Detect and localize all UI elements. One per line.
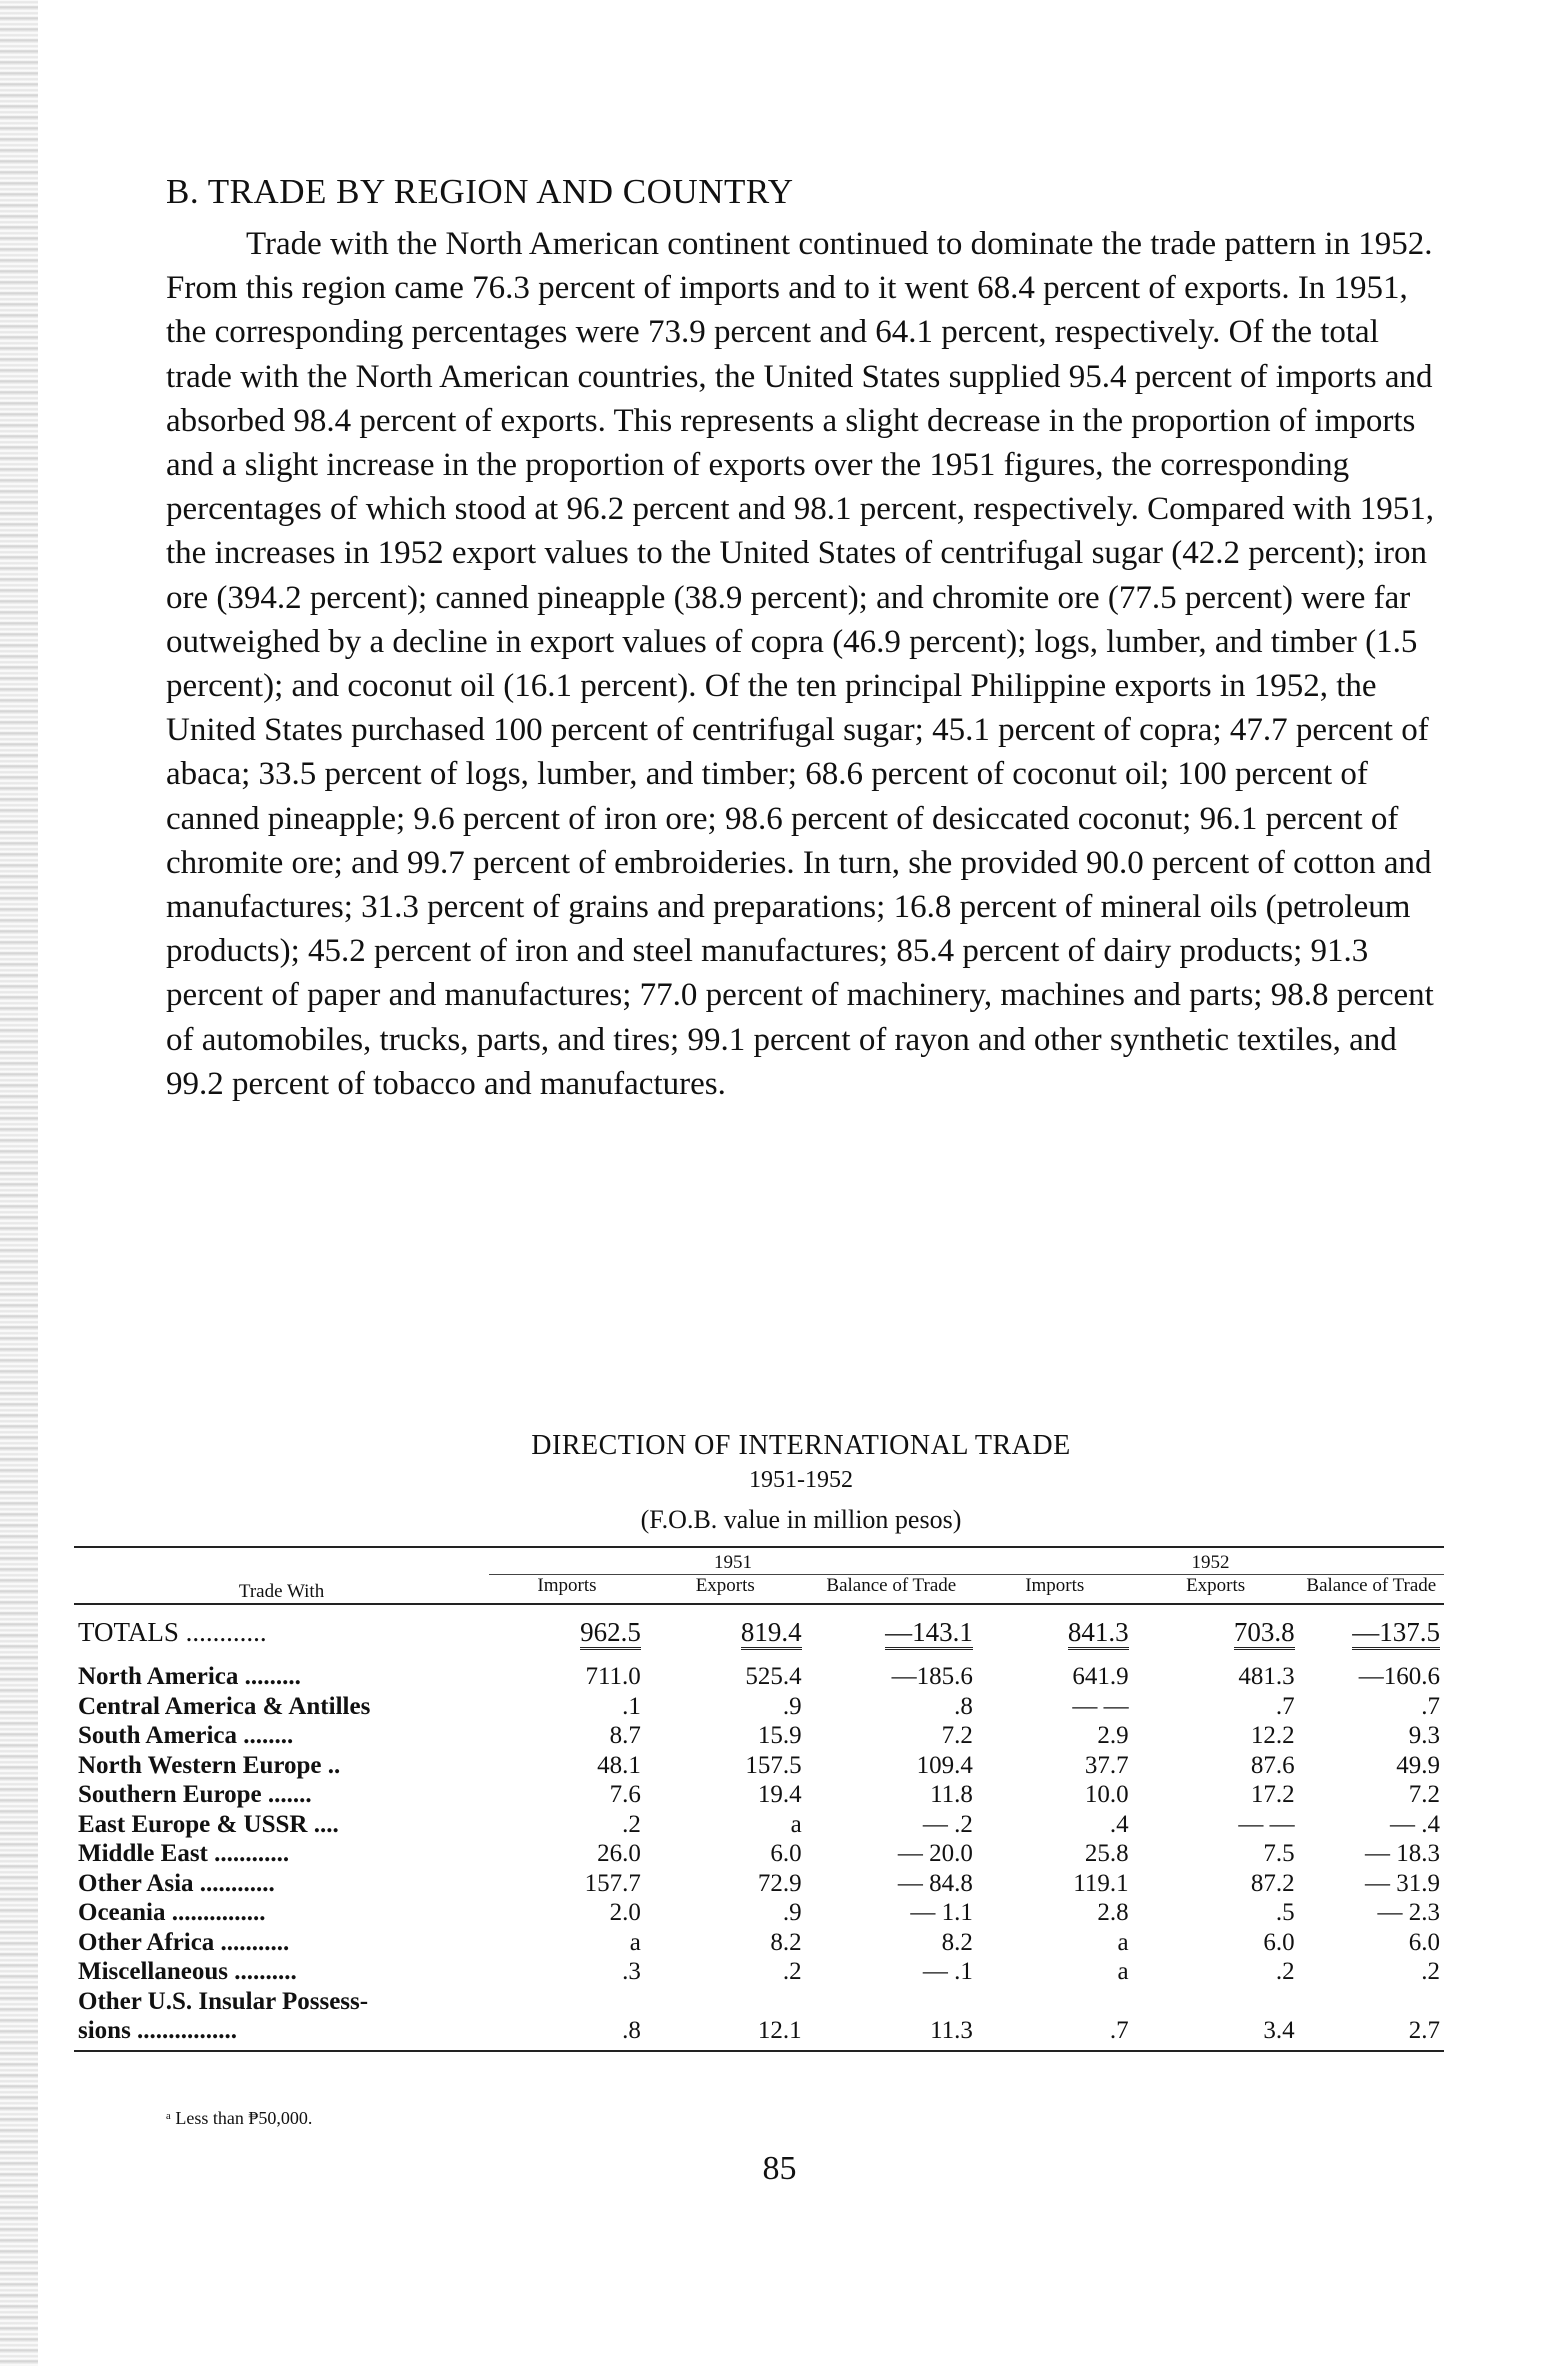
balance-1952-header: Balance of Trade [1306, 1575, 1437, 1596]
table-row [74, 1780, 1444, 1810]
table-row [74, 1928, 1444, 1958]
totals-label: TOTALS ............ [78, 1617, 267, 1647]
region-label: Central America & Antilles [78, 1692, 371, 1720]
imports-1951: a [629, 1928, 641, 1956]
balance-1951: 11.3 [806, 2016, 977, 2051]
region-label: Southern Europe ....... [78, 1781, 312, 1808]
exports-1952: 3.4 [1133, 2016, 1299, 2051]
imports-1952: 10.0 [1084, 1781, 1129, 1808]
exports-1952: 17.2 [1250, 1781, 1295, 1808]
region-label: South America ........ [78, 1722, 294, 1749]
table-title: DIRECTION OF INTERNATIONAL TRADE [531, 1430, 1071, 1461]
exports-1952: 87.6 [1250, 1751, 1295, 1779]
balance-1951-header: Balance of Trade [826, 1575, 957, 1596]
imports-1952-header: Imports [1025, 1575, 1085, 1596]
totals-balance-1952: —137.5 [1352, 1617, 1440, 1650]
imports-1952: 2.8 [1097, 1899, 1129, 1926]
imports-1951: 2.0 [609, 1899, 641, 1926]
totals-exports-1951: 819.4 [741, 1617, 802, 1650]
balance-1951: 11.8 [930, 1781, 973, 1808]
table-row [74, 1957, 1444, 1987]
exports-1952: .7 [1275, 1692, 1295, 1720]
imports-1951: 26.0 [597, 1840, 641, 1867]
imports-1952: .4 [1109, 1810, 1129, 1838]
balance-1951: — .1 [922, 1958, 973, 1985]
body-text [166, 222, 1436, 1106]
exports-1952: .2 [1275, 1958, 1295, 1985]
imports-1951: 711.0 [585, 1663, 641, 1690]
balance-1952: — .4 [1390, 1810, 1440, 1838]
balance-1951: .8 [954, 1692, 973, 1720]
totals-imports-1952: 841.3 [1068, 1617, 1129, 1650]
region-label: Oceania ............... [78, 1899, 266, 1926]
exports-1951: 6.0 [770, 1840, 802, 1867]
table-years: 1951-1952 [749, 1467, 853, 1493]
exports-1951: .9 [782, 1899, 802, 1926]
imports-1952: a [1117, 1928, 1129, 1956]
imports-1951: 157.7 [584, 1869, 641, 1897]
table-footnote: ᵃ Less than ₱50,000. [166, 2108, 313, 2128]
table-subtitle: (F.O.B. value in million pesos) [640, 1505, 962, 1534]
balance-1952: — 31.9 [1365, 1869, 1440, 1897]
exports-1951: a [790, 1810, 802, 1838]
balance-1952: —160.6 [1358, 1663, 1440, 1690]
body-paragraph: Trade with the North American continent continued to dominate the trade pattern in 1952. From this region came 76.3 percent of imports and to it went 68.4 percent of exports. In 1951, the corresponding percentages were 73.9 percent and 64.1 percent, respectively. Of the total trade with the North American countries, the United States supplied 95.4 percent of imports and absorbed 98.4 percent of exports. This represents a slight decrease in the proportion of imports and a slight increase in the proportion of exports over the 1951 figures, the corresponding percentages of which stood at 96.2 percent and 98.1 percent, respectively. Compared with 1951, the increases in 1952 export values to the United States of centrifugal sugar (42.2 percent); iron ore (394.2 percent); canned pineapple (38.9 percent); and chromite ore (77.5 percent) were far outweighed by a decline in export values of copra (46.9 percent); logs, lumber, and timber (1.5 percent); and coconut oil (16.1 percent). Of the ten principal Philippine exports in 1952, the United States purchased 100 percent of centrifugal sugar; 45.1 percent of copra; 47.7 percent of abaca; 33.5 percent of logs, lumber, and timber; 68.6 percent of coconut oil; 100 percent of canned pineapple; 9.6 percent of iron ore; 98.6 percent of desiccated coconut; 96.1 percent of chromite ore; and 99.7 percent of embroideries. In turn, she provided 90.0 percent of cotton and manufactures; 31.3 percent of grains and preparations; 16.8 percent of mineral oils (petroleum products); 45.2 percent of iron and steel manufactures; 85.4 percent of dairy products; 91.3 percent of paper and manufactures; 77.0 percent of machinery, machines and parts; 98.8 percent of automobiles, trucks, parts, and tires; 99.1 percent of rayon and other synthetic textiles, and 99.2 percent of tobacco and manufactures. [166, 226, 1434, 1102]
exports-1952: .5 [1275, 1899, 1295, 1926]
exports-1952: 7.5 [1263, 1840, 1295, 1867]
exports-1951: 8.2 [770, 1928, 802, 1956]
section-heading: B. TRADE BY REGION AND COUNTRY [166, 172, 794, 211]
year-1952-header: 1952 [977, 1547, 1444, 1575]
balance-1951: — 1.1 [910, 1899, 973, 1926]
imports-1951: .3 [622, 1958, 641, 1985]
exports-1952: 481.3 [1238, 1663, 1295, 1690]
region-label: Other Asia ............ [78, 1869, 275, 1897]
year-1951-header: 1951 [489, 1547, 977, 1575]
table-row [74, 1721, 1444, 1751]
exports-1952-header: Exports [1186, 1575, 1246, 1596]
imports-1951-header: Imports [537, 1575, 597, 1596]
balance-1951: — 84.8 [897, 1869, 973, 1897]
scan-edge-shadow [0, 0, 38, 2366]
balance-1951: —185.6 [891, 1663, 973, 1690]
exports-1952: 6.0 [1263, 1928, 1295, 1956]
imports-1952: 37.7 [1084, 1751, 1129, 1779]
imports-1951: 8.7 [609, 1722, 641, 1749]
balance-1952: 2.7 [1299, 2016, 1444, 2051]
exports-1951: 525.4 [745, 1663, 802, 1690]
imports-1952: a [1117, 1958, 1129, 1985]
imports-1952: .7 [977, 2016, 1133, 2051]
totals-imports-1951: 962.5 [580, 1617, 641, 1650]
balance-1952: — 18.3 [1365, 1840, 1440, 1867]
balance-1951: 7.2 [941, 1722, 973, 1749]
imports-1952: 25.8 [1084, 1840, 1129, 1867]
page-number: 85 [762, 2150, 797, 2187]
exports-1951: 15.9 [757, 1722, 802, 1749]
balance-1952: 9.3 [1408, 1722, 1440, 1749]
imports-1951: .2 [622, 1810, 641, 1838]
imports-1951: 7.6 [609, 1781, 641, 1808]
balance-1951: — 20.0 [897, 1840, 973, 1867]
region-label: Middle East ............ [78, 1840, 290, 1867]
trade-table [74, 1546, 1444, 2052]
table-row [74, 1662, 1444, 1692]
region-label-line1: Other U.S. Insular Possess- [78, 1987, 369, 2015]
table-row [74, 2016, 1444, 2051]
totals-exports-1952: 703.8 [1234, 1617, 1295, 1650]
balance-1952: — 2.3 [1377, 1899, 1440, 1926]
trade-with-header: Trade With [74, 1547, 489, 1604]
region-label: North Western Europe .. [78, 1751, 341, 1779]
exports-1951: .2 [782, 1958, 802, 1985]
table-row [74, 1751, 1444, 1781]
exports-1952: — — [1238, 1810, 1295, 1838]
imports-1951: .8 [489, 2016, 645, 2051]
exports-1951: 157.5 [745, 1751, 802, 1779]
region-label: North America ......... [78, 1663, 301, 1690]
table-header-years [74, 1547, 1444, 1575]
region-label: East Europe & USSR .... [78, 1810, 339, 1838]
exports-1951: .9 [782, 1692, 802, 1720]
exports-1952: 87.2 [1250, 1869, 1295, 1897]
balance-1952: 49.9 [1396, 1751, 1440, 1779]
totals-row [74, 1604, 1444, 1662]
balance-1951: 8.2 [941, 1928, 973, 1956]
region-label-line2: sions ................ [74, 2016, 489, 2051]
balance-1951: 109.4 [916, 1751, 973, 1779]
exports-1951: 72.9 [757, 1869, 802, 1897]
table-row [74, 1987, 1444, 2017]
imports-1952: — — [1072, 1692, 1129, 1720]
imports-1952: 2.9 [1097, 1722, 1129, 1749]
totals-balance-1951: —143.1 [885, 1617, 973, 1650]
balance-1952: .2 [1421, 1958, 1440, 1985]
table-row [74, 1810, 1444, 1840]
imports-1951: 48.1 [597, 1751, 641, 1779]
table-row [74, 1898, 1444, 1928]
imports-1952: 641.9 [1072, 1663, 1129, 1690]
balance-1952: 7.2 [1408, 1781, 1440, 1808]
imports-1952: 119.1 [1073, 1869, 1129, 1897]
imports-1951: .1 [622, 1692, 641, 1720]
exports-1951-header: Exports [695, 1575, 755, 1596]
balance-1952: 6.0 [1408, 1928, 1440, 1956]
region-label: Other Africa ........... [78, 1928, 290, 1956]
exports-1952: 12.2 [1250, 1722, 1295, 1749]
exports-1951: 19.4 [757, 1781, 802, 1808]
table-title-block [166, 1428, 1436, 1540]
table-row [74, 1869, 1444, 1899]
table-row [74, 1839, 1444, 1869]
exports-1951: 12.1 [645, 2016, 806, 2051]
region-label: Miscellaneous .......... [78, 1958, 297, 1985]
table-row [74, 1692, 1444, 1722]
balance-1951: — .2 [922, 1810, 973, 1838]
balance-1952: .7 [1421, 1692, 1440, 1720]
